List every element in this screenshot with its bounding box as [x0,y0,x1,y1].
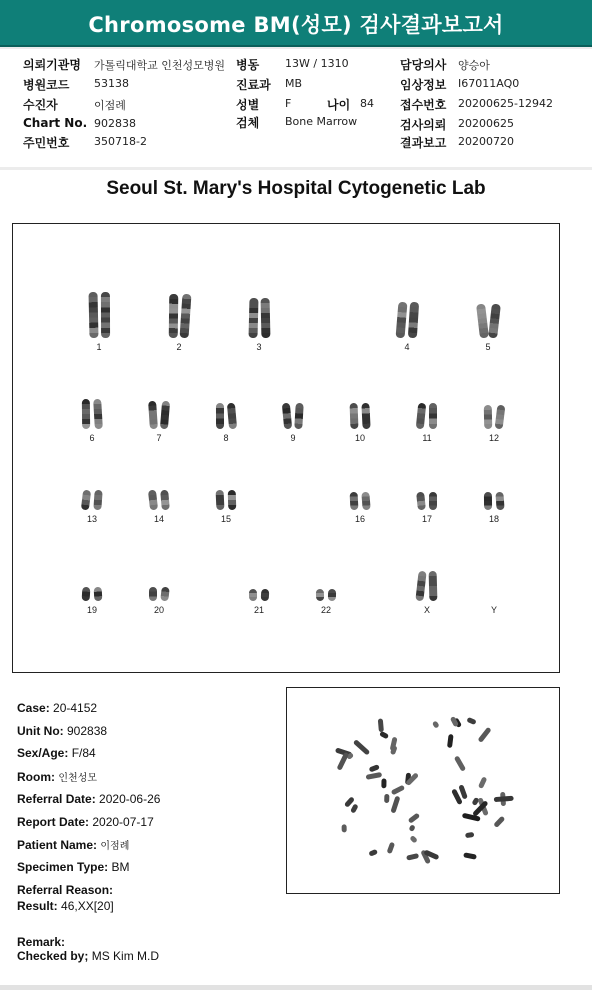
chromosome-label-18: 18 [488,514,500,524]
metaphase-chromosome [387,842,396,854]
metaphase-chromosome [463,852,477,859]
chromosome-19-a [82,587,91,601]
chromosome-15-a [216,490,225,510]
report-date-row [17,815,154,829]
chromosome-9-b [294,403,304,429]
chromosome-label-10: 10 [354,433,366,443]
institution-value: 가톨릭대학교 인천성모병원 [94,59,226,72]
chromosome-4-a [395,302,407,339]
chromosome-label-8: 8 [223,433,229,443]
patient-name-row [17,837,129,852]
chromosome-label-19: 19 [86,605,98,615]
chromosome-11-a [416,403,427,430]
age-label: 나이 [327,98,351,112]
chromosome-17-a [416,492,426,511]
request-label: 검사의뢰 [400,118,447,132]
chromosome-16-b [361,492,370,511]
chromosome-5-a [476,304,489,339]
chromosome-12-a [484,405,492,429]
report-date-value-2: 2020-07-17 [92,815,154,829]
metaphase-spread-graphic [287,688,559,893]
chromosome-label-2: 2 [176,342,182,352]
case-label: Case: [17,701,50,715]
metaphase-chromosome [342,824,347,832]
result-row [17,899,114,913]
chromosome-8-b [227,403,237,430]
chromosome-label-4: 4 [404,342,410,352]
result-value: 46,XX[20] [61,899,114,913]
unit-label: Unit No: [17,724,64,738]
chromosome-16-a [350,492,359,510]
chart-no-label: Chart No. [23,116,88,130]
metaphase-chromosome [379,731,389,740]
chromosome-21-b [261,589,270,601]
metaphase-chromosome [369,764,380,772]
chromosome-14-b [160,490,170,511]
hospital-code-value: 53138 [94,77,129,90]
report-date-value: 20200720 [458,135,514,148]
metaphase-chromosome [447,734,454,748]
report-banner [0,0,592,47]
chromosome-4-b [407,302,418,339]
specimen-type-label: Specimen Type: [17,860,109,874]
chromosome-20-a [149,587,157,601]
chromosome-label-3: 3 [256,342,262,352]
specimen-label: 검체 [236,116,260,130]
chromosome-8-a [216,403,224,429]
metaphase-chromosome [406,853,419,861]
hospital-code-label: 병원코드 [23,78,70,92]
chromosome-2-a [168,294,178,338]
chart-no-value: 902838 [94,117,136,130]
karyogram-panel [12,223,560,673]
chromosome-label-9: 9 [290,433,296,443]
chromosome-2-b [179,294,191,339]
chromosome-label-11: 11 [422,433,432,443]
doctor-label: 담당의사 [400,58,447,72]
doctor-value: 양승아 [458,59,490,72]
unit-value: 902838 [67,724,108,738]
chromosome-label-Y: Y [490,605,498,615]
chromosome-18-a [484,492,492,510]
age-value: 84 [360,97,374,110]
bottom-strip [0,985,592,990]
patient-value: 이점례 [94,99,126,112]
sexage-label: Sex/Age: [17,746,69,760]
department-label: 진료과 [236,78,271,92]
chromosome-label-5: 5 [485,342,491,352]
metaphase-chromosome [391,785,405,796]
institution-label: 의뢰기관명 [23,58,81,72]
specimen-type-row [17,860,129,874]
chromosome-label-X: X [423,605,431,615]
metaphase-chromosome [368,849,378,857]
chromosome-label-16: 16 [354,514,366,524]
chromosome-21-a [249,589,257,601]
case-row [17,701,97,715]
chromosome-label-15: 15 [220,514,232,524]
referral-date-label: Referral Date: [17,792,96,806]
chromosome-label-13: 13 [86,514,98,524]
receipt-value: 20200625-12942 [458,97,553,110]
checked-label: Checked by; [17,949,89,963]
sex-value: F [285,97,292,110]
metaphase-chromosome [493,816,505,828]
metaphase-chromosome [408,824,415,832]
metaphase-chromosome [477,727,491,743]
metaphase-chromosome [465,832,474,838]
chromosome-14-a [148,490,158,511]
metaphase-chromosome [478,776,487,789]
metaphase-chromosome [366,772,383,780]
chromosome-label-14: 14 [153,514,165,524]
resident-id-label: 주민번호 [23,136,70,150]
patient-name-value: 이점례 [100,841,130,852]
chromosome-10-a [350,403,359,429]
unit-row [17,724,107,738]
patient-label: 수진자 [23,98,58,112]
sexage-value: F/84 [71,746,96,760]
chromosome-X-a [415,571,426,602]
chromosome-label-17: 17 [421,514,433,524]
chromosome-label-6: 6 [89,433,95,443]
chromosome-1-b [100,292,109,338]
chromosome-19-b [94,587,103,601]
metaphase-chromosome [381,778,386,788]
chromosome-22-b [328,589,336,601]
referral-date-row [17,792,160,806]
clinical-info-label: 임상정보 [400,78,447,92]
case-value: 20-4152 [53,701,98,715]
ward-label: 병동 [236,58,260,72]
lab-title: Seoul St. Mary's Hospital Cytogenetic Lab [106,178,486,199]
report-title: Chromosome BM(성모) 검사결과보고서 [88,13,504,37]
report-header [0,49,592,167]
chromosome-6-a [82,399,90,429]
checked-row [17,949,159,963]
metaphase-image [286,687,560,894]
chromosome-label-12: 12 [488,433,500,443]
chromosome-7-a [148,401,158,429]
chromosome-3-b [260,298,270,338]
room-value: 인천성모 [58,773,97,784]
chromosome-11-b [429,403,437,429]
chromosome-X-b [429,571,438,601]
chromosome-label-21: 21 [253,605,265,615]
chromosome-22-a [316,589,324,601]
resident-id-value: 350718-2 [94,135,147,148]
room-row [17,769,97,784]
report-date-label-2: Report Date: [17,815,90,829]
chromosome-label-22: 22 [320,605,332,615]
receipt-label: 접수번호 [400,98,447,112]
metaphase-chromosome [466,717,476,725]
clinical-info-value: I67011AQ0 [458,77,520,90]
chromosome-6-b [93,399,103,429]
sexage-row [17,746,96,760]
metaphase-chromosome [408,813,421,824]
chromosome-12-b [495,405,506,430]
chromosome-10-b [361,403,370,429]
chromosome-13-b [93,490,102,511]
metaphase-chromosome [350,803,359,813]
ward-value: 13W / 1310 [285,57,349,70]
chromosome-7-b [160,401,170,430]
specimen-type-value: BM [111,860,130,874]
referral-date-value: 2020-06-26 [99,792,161,806]
remark-label: Remark: [17,935,66,949]
chromosome-18-b [495,492,504,510]
chromosome-9-a [282,403,292,430]
metaphase-chromosome [384,794,389,803]
metaphase-chromosome [390,796,400,814]
result-label: Result: [17,899,58,913]
chromosome-label-1: 1 [96,342,102,352]
department-value: MB [285,77,303,90]
report-date-label: 결과보고 [400,136,447,150]
metaphase-chromosome [378,718,384,732]
specimen-value: Bone Marrow [285,115,358,128]
patient-name-label: Patient Name: [17,838,98,852]
chromosome-label-7: 7 [156,433,162,443]
chromosome-13-a [81,490,91,511]
metaphase-chromosome [432,720,440,728]
referral-reason-row [17,883,113,897]
metaphase-chromosome [353,739,371,755]
metaphase-chromosome [409,835,418,844]
chromosome-5-b [488,304,501,339]
request-value: 20200625 [458,117,514,130]
chromosome-label-20: 20 [153,605,165,615]
sex-label: 성별 [236,98,260,112]
metaphase-chromosome [454,755,466,771]
chromosome-20-b [160,587,169,602]
room-label: Room: [17,770,55,784]
chromosome-1-a [88,292,98,338]
metaphase-chromosome [494,796,514,802]
chromosome-17-b [429,492,437,510]
referral-reason-label: Referral Reason: [17,883,114,897]
checked-value: MS Kim M.D [91,949,160,963]
remark-row [17,935,65,949]
chromosome-15-b [228,490,237,510]
chromosome-3-a [248,298,258,338]
